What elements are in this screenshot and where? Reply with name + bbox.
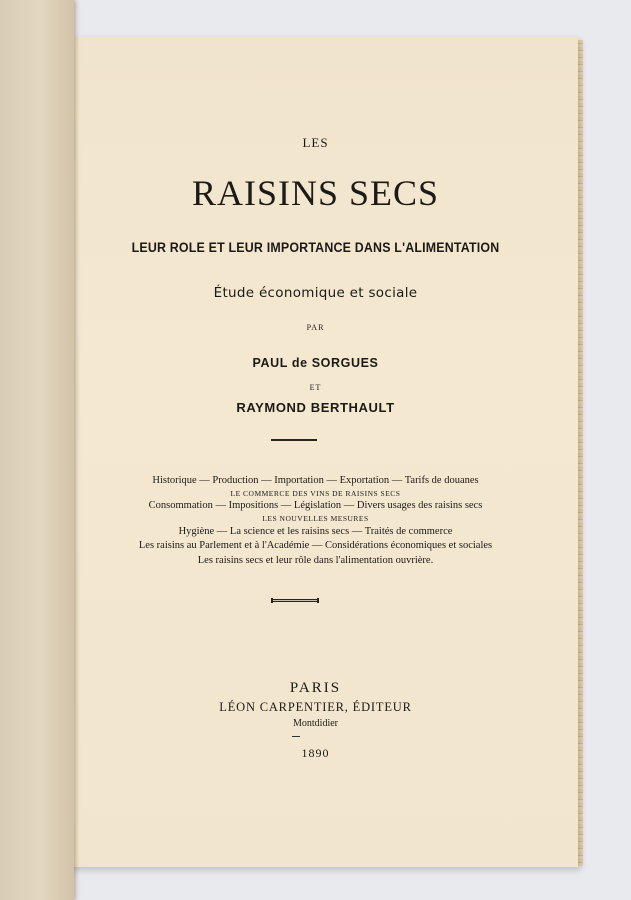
and-label: ET <box>309 383 322 392</box>
imprint-city: PARIS <box>289 680 342 696</box>
divider-rule <box>271 439 317 441</box>
book-title: RAISINS SECS <box>191 173 440 213</box>
contents-line: Hygiène — La science et les raisins secs — Traités de commerce <box>178 526 453 537</box>
contents-heading: LES NOUVELLES MESURES <box>262 514 369 523</box>
by-label: PAR <box>306 323 325 332</box>
contents-heading: LE COMMERCE DES VINS DE RAISINS SECS <box>230 489 401 498</box>
imprint-town: Montdidier <box>293 718 338 729</box>
ornament-rule-icon <box>271 598 319 603</box>
study-type: Étude économique et sociale <box>213 285 418 301</box>
contents-line: Les raisins secs et leur rôle dans l'alimentation ouvrière. <box>197 555 434 566</box>
imprint-year: 1890 <box>301 746 330 760</box>
contents-line: Les raisins au Parlement et à l'Académie — Considérations économiques et sociales <box>138 540 493 551</box>
contents-line: Historique — Production — Importation — Exportation — Tarifs de douanes <box>152 475 479 486</box>
book-subtitle: LEUR ROLE ET LEUR IMPORTANCE DANS L'ALIMENTATION <box>131 240 500 255</box>
title-page <box>48 37 578 867</box>
author-1: PAUL de SORGUES <box>252 356 379 370</box>
contents-line: Consommation — Impositions — Législation — Divers usages des raisins secs <box>148 500 483 511</box>
author-2: RAYMOND BERTHAULT <box>236 400 395 415</box>
imprint-publisher: LÉON CARPENTIER, ÉDITEUR <box>219 700 412 714</box>
imprint-separator <box>292 736 300 737</box>
title-article: LES <box>302 135 329 150</box>
